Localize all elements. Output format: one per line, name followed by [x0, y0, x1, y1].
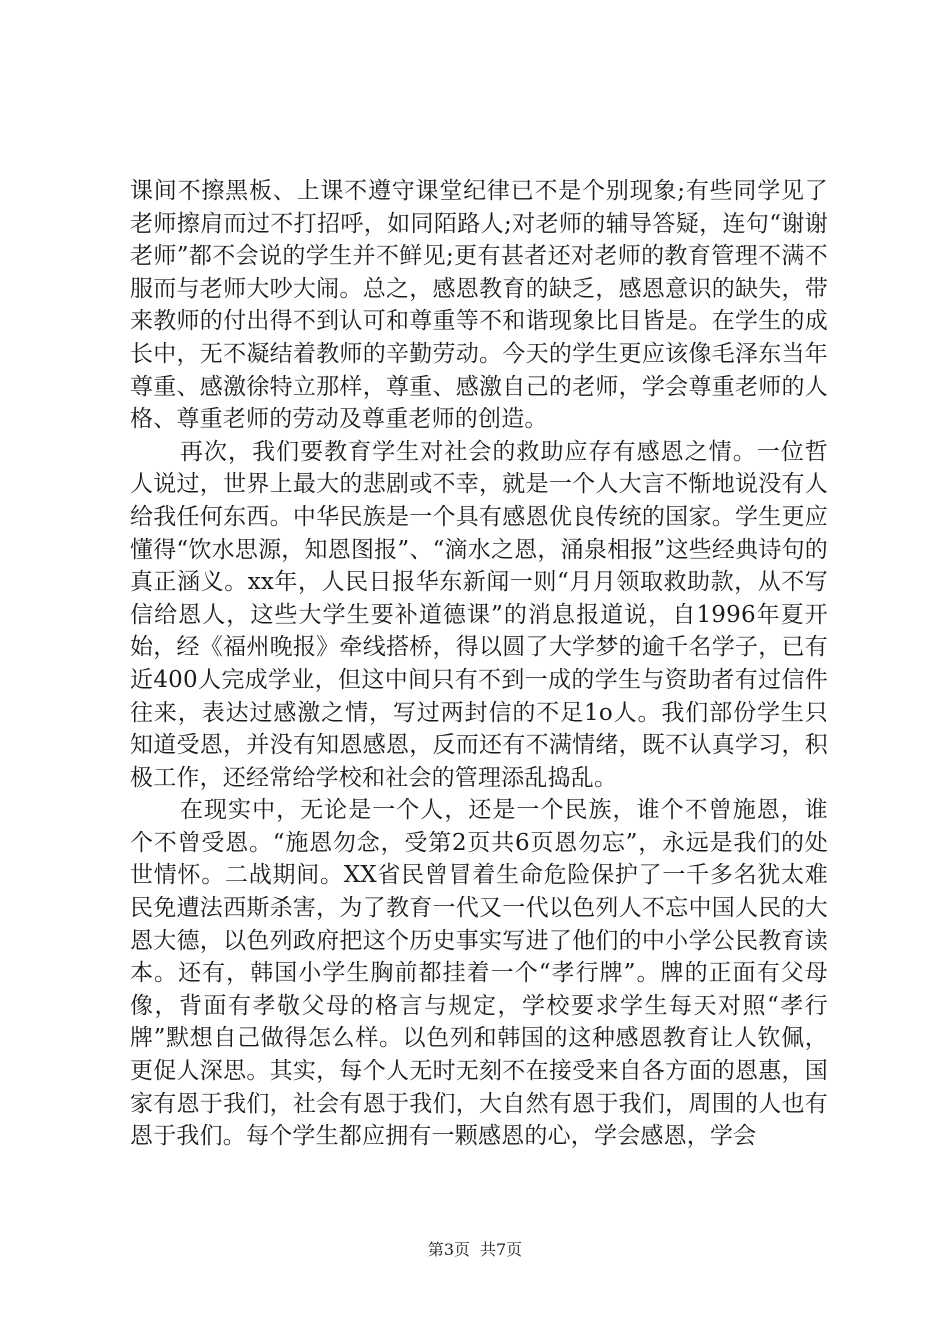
- page-number-total: 共7页: [480, 1240, 523, 1259]
- page-number-current: 第3页: [427, 1240, 470, 1259]
- paragraph-3: 在现实中，无论是一个人，还是一个民族，谁个不曾施恩，谁个不曾受恩。“施恩勿念，受第2页共6页恩勿忘”，永远是我们的处世情怀。二战期间。XX省民曾冒着生命危险保护了一千多名犹太难民免遭法西斯杀害，为了教育一代又一代以色列人不忘中国人民的大恩大德，以色列政府把这个历史事实写进了他们的中小学公民教育读本。还有，韩国小学生胸前都挂着一个“孝行牌”。牌的正面有父母像，背面有孝敬父母的格言与规定，学校要求学生每天对照“孝行牌”默想自己做得怎么样。以色列和韩国的这种感恩教育让人钦佩，更促人深思。其实，每个人无时无刻不在接受来自各方面的恩惠，国家有恩于我们，社会有恩于我们，大自然有恩于我们，周围的人也有恩于我们。每个学生都应拥有一颗感恩的心，学会感恩，学会: [130, 797, 828, 1150]
- paragraph-2: 再次，我们要教育学生对社会的救助应存有感恩之情。一位哲人说过，世界上最大的悲剧或不幸，就是一个人大言不惭地说没有人给我任何东西。中华民族是一个具有感恩优良传统的国家。学生更应懂得“饮水思源，知恩图报”、“滴水之恩，涌泉相报”这些经典诗句的真正涵义。xx年，人民日报华东新闻一则“月月领取救助款，从不写信给恩人，这些大学生要补道德课”的消息报道说，自1996年夏开始，经《福州晚报》牵线搭桥，得以圆了大学梦的逾千名学子，已有近400人完成学业，但这中间只有不到一成的学生与资助者有过信件往来，表达过感激之情，写过两封信的不足1o人。我们部份学生只知道受恩，并没有知恩感恩，反而还有不满情绪，既不认真学习，积极工作，还经常给学校和社会的管理添乱捣乱。: [130, 438, 828, 791]
- document-body: [130, 175, 828, 1153]
- page-footer: [0, 1240, 950, 1260]
- paragraph-1: 课间不擦黑板、上课不遵守课堂纪律已不是个别现象;有些同学见了老师擦肩而过不打招呼，如同陌路人;对老师的辅导答疑，连句“谢谢老师”都不会说的学生并不鲜见;更有甚者还对老师的教育管理不满不服而与老师大吵大闹。总之，感恩教育的缺乏，感恩意识的缺失，带来教师的付出得不到认可和尊重等不和谐现象比目皆是。在学生的成长中，无不凝结着教师的辛勤劳动。今天的学生更应该像毛泽东当年尊重、感激徐特立那样，尊重、感激自己的老师，学会尊重老师的人格、尊重老师的劳动及尊重老师的创造。: [130, 178, 828, 433]
